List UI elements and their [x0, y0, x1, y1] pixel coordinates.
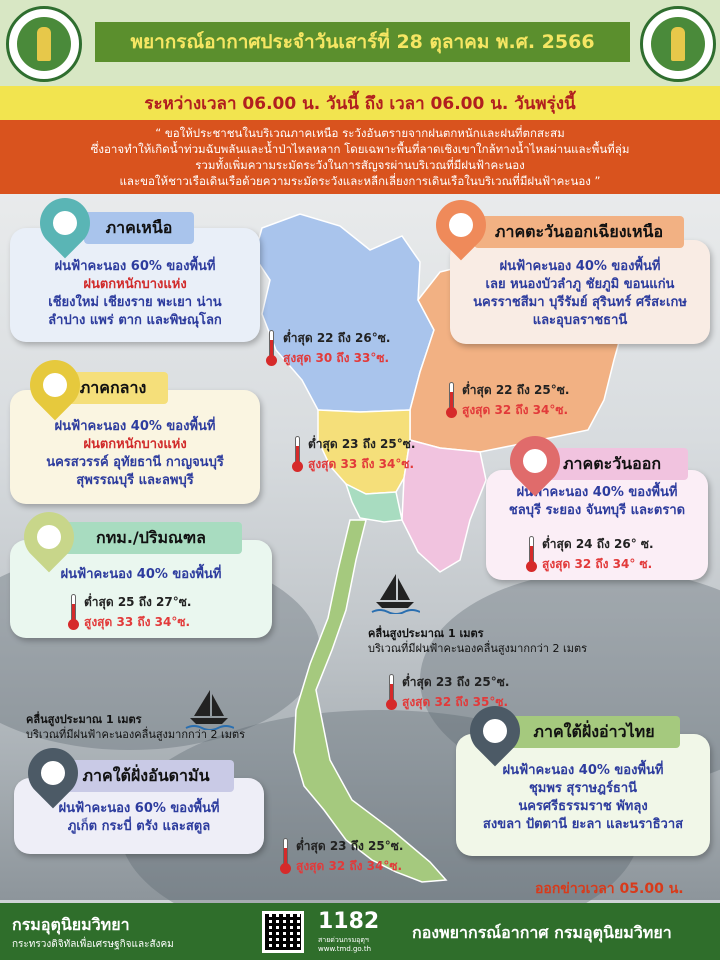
area-list: เชียงใหม่ เชียงราย พะเยา น่าน [48, 295, 222, 310]
heavy-rain-note: ฝนตกหนักบางแห่ง [83, 437, 187, 452]
warning-box [0, 120, 720, 194]
temp-high: สูงสุด 30 ถึง 33°ซ. [283, 351, 390, 365]
warning-line: “ ขอให้ประชาชนในบริเวณภาคเหนือ ระวังอันตรายจากฝนตกหนักและฝนที่ตกสะสม [155, 126, 565, 140]
time-range: ระหว่างเวลา 06.00 น. วันนี้ ถึง เวลา 06.00 น. วันพรุ่งนี้ [144, 93, 576, 114]
area-list: สงขลา ปัตตานี ยะลา และนราธิวาส [482, 817, 684, 832]
footer-division: กองพยากรณ์อากาศ กรมอุตุนิยมวิทยา [412, 923, 672, 942]
time-range-bar [0, 86, 720, 120]
area-list: และอุบลราชธานี [532, 313, 628, 328]
thermometer-icon [526, 536, 536, 572]
region-tag-northeast [474, 216, 684, 248]
area-list: ลำปาง แพร่ ตาก และพิษณุโลก [48, 313, 222, 328]
region-north-shape [254, 214, 434, 412]
page-title: พยากรณ์อากาศประจำวันเสาร์ที่ 28 ตุลาคม พ.ศ. 2566 [130, 31, 595, 53]
tmd-logo [640, 6, 716, 82]
qr-code-icon[interactable] [262, 911, 304, 953]
area-list: นครศรีธรรมราช พัทลุง [518, 799, 648, 814]
wave-storm: บริเวณที่มีฝนฟ้าคะนองคลื่นสูงมากกว่า 2 เมตร [368, 642, 588, 655]
area-list: นครราชสีมา บุรีรัมย์ สุรินทร์ ศรีสะเกษ [473, 295, 687, 310]
footer-org: กรมอุตุนิยมวิทยา [12, 915, 130, 934]
region-card-north [10, 228, 260, 342]
temp-low: ต่ำสุด 24 ถึง 26° ซ. [542, 537, 654, 551]
region-tag-south-gulf [508, 716, 680, 748]
temp-low: ต่ำสุด 23 ถึง 25°ซ. [308, 437, 416, 451]
rain-chance: ฝนฟ้าคะนอง 60% ของพื้นที่ [58, 801, 220, 816]
wave-storm: บริเวณที่มีฝนฟ้าคะนองคลื่นสูงมากกว่า 2 เมตร [26, 728, 246, 741]
temp-high: สูงสุด 32 ถึง 34°ซ. [462, 403, 569, 417]
footer [0, 903, 720, 960]
wave-info-gulf [368, 626, 587, 656]
region-name: ภาคกลาง [79, 377, 147, 397]
hotline-number: 1182 [318, 909, 380, 934]
area-list: สุพรรณบุรี และลพบุรี [76, 473, 194, 488]
temp-low: ต่ำสุด 25 ถึง 27°ซ. [84, 595, 192, 609]
rain-chance: ฝนฟ้าคะนอง 40% ของพื้นที่ [516, 485, 678, 500]
area-list: นครสวรรค์ อุทัยธานี กาญจนบุรี [46, 455, 224, 470]
temp-high: สูงสุด 33 ถึง 34°ซ. [84, 615, 191, 629]
wave-height: คลื่นสูงประมาณ 1 เมตร [368, 627, 484, 640]
thermometer-icon [68, 594, 78, 630]
temperature-east [542, 534, 654, 574]
region-name: กทม./ปริมณฑล [96, 527, 206, 547]
title-bar [95, 22, 630, 62]
wave-height: คลื่นสูงประมาณ 1 เมตร [26, 713, 142, 726]
sailboat-icon [370, 570, 420, 614]
temp-low: ต่ำสุด 23 ถึง 25°ซ. [402, 675, 510, 689]
rain-chance: ฝนฟ้าคะนอง 40% ของพื้นที่ [499, 259, 661, 274]
region-name: ภาคใต้ฝั่งอันดามัน [82, 765, 210, 785]
temperature-north [283, 328, 390, 368]
temp-high: สูงสุด 32 ถึง 34°ซ. [296, 859, 403, 873]
temp-low: ต่ำสุด 23 ถึง 25°ซ. [296, 839, 404, 853]
thermometer-icon [292, 436, 302, 472]
hotline-info [318, 936, 371, 954]
warning-line: รวมทั้งเพิ่มความระมัดระวังในการสัญจรผ่านบริเวณที่มีฝนฟ้าคะนอง [195, 158, 525, 172]
temperature-bangkok [84, 592, 191, 632]
temperature-central [308, 434, 415, 474]
temp-high: สูงสุด 33 ถึง 34°ซ. [308, 457, 415, 471]
heavy-rain-note: ฝนตกหนักบางแห่ง [83, 277, 187, 292]
warning-line: และขอให้ชาวเรือเดินเรือด้วยความระมัดระวังและหลีกเลี่ยงการเดินเรือในบริเวณที่มีฝนฟ้าคะนอง ” [119, 174, 601, 188]
area-list: ภูเก็ต กระบี่ ตรัง และสตูล [67, 819, 211, 834]
area-list: เลย หนองบัวลำภู ชัยภูมิ ขอนแก่น [485, 277, 675, 292]
temperature-south-andaman [296, 836, 403, 876]
region-tag-bangkok [60, 522, 242, 554]
region-name: ภาคตะวันออกเฉียงเหนือ [494, 221, 664, 241]
wave-info-andaman [26, 712, 245, 742]
footer-ministry: กระทรวงดิจิทัลเพื่อเศรษฐกิจและสังคม [12, 939, 174, 950]
region-name: ภาคใต้ฝั่งอ่าวไทย [533, 721, 655, 741]
region-name: ภาคตะวันออก [562, 453, 662, 473]
temp-low: ต่ำสุด 22 ถึง 26°ซ. [283, 331, 391, 345]
rain-chance: ฝนฟ้าคะนอง 60% ของพื้นที่ [54, 259, 216, 274]
thermometer-icon [280, 838, 290, 874]
rain-chance: ฝนฟ้าคะนอง 40% ของพื้นที่ [54, 419, 216, 434]
thermometer-icon [446, 382, 456, 418]
temp-low: ต่ำสุด 22 ถึง 25°ซ. [462, 383, 570, 397]
ministry-logo [6, 6, 82, 82]
thermometer-icon [386, 674, 396, 710]
region-name: ภาคเหนือ [105, 217, 173, 237]
hotline-label: สายด่วนกรมอุตุฯ [318, 936, 369, 944]
website-link[interactable]: www.tmd.go.th [318, 945, 371, 953]
area-list: ชุมพร สุราษฎร์ธานี [528, 781, 638, 796]
header [0, 0, 720, 86]
temp-high: สูงสุด 32 ถึง 34° ซ. [542, 557, 653, 571]
region-card-northeast [450, 240, 710, 344]
region-tag-north [84, 212, 194, 244]
rain-chance: ฝนฟ้าคะนอง 40% ของพื้นที่ [502, 763, 664, 778]
temperature-northeast [462, 380, 569, 420]
temp-high: สูงสุด 32 ถึง 35°ซ. [402, 695, 509, 709]
thermometer-icon [266, 330, 276, 366]
area-list: ชลบุรี ระยอง จันทบุรี และตราด [508, 503, 686, 518]
warning-line: ซึ่งอาจทำให้เกิดน้ำท่วมฉับพลันและน้ำป่าไหลหลาก โดยเฉพาะพื้นที่ลาดเชิงเขาใกล้ทางน้ำไหลผ่านและพื้นที่ลุ่ม [90, 142, 630, 156]
rain-chance: ฝนฟ้าคะนอง 40% ของพื้นที่ [60, 567, 222, 582]
issue-time: ออกข่าวเวลา 05.00 น. [535, 881, 684, 897]
region-tag-south-andaman [58, 760, 234, 792]
